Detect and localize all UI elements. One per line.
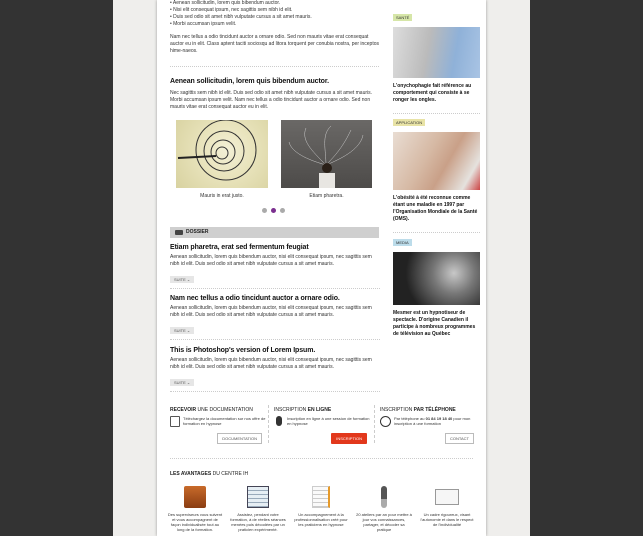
sidebar-card-sante [393, 6, 480, 114]
divider [374, 405, 375, 443]
slider-dot-3[interactable] [280, 208, 285, 213]
article-item [170, 295, 380, 340]
folder-icon [175, 230, 183, 235]
article-text: Aenean sollicitudin, lorem quis bibendum auctor, nisi elit consequat ipsum, nec sagittis sem nibh id elit. Duis sed odio sit amet nibh vulputate cursus a sit amet mauris. [170, 305, 372, 318]
suite-label: SUITE [174, 277, 186, 282]
divider [170, 288, 380, 289]
phone-number: 01 84 19 18 40 [425, 416, 453, 421]
cta-title-rest: INSCRIPTION [380, 407, 414, 413]
article-item [170, 347, 380, 392]
suite-button[interactable] [170, 327, 194, 334]
chevron-down-icon: ⌄ [186, 328, 191, 333]
hypnotist-image[interactable] [393, 252, 480, 305]
advantage-text: Assistez, pendant votre formation, à de réelles séances menées puis décodées par un praticien expérimenté. [230, 512, 286, 532]
suite-label: SUITE [174, 328, 186, 333]
intro-bullets [170, 0, 380, 28]
mouse-icon [276, 416, 282, 426]
intro-paragraph: Nam nec tellus a odio tincidunt auctor a ornare odio. Sed non mauris vitae erat consequat auctor eu in elit. Class aptent taciti sociosqu ad litora torquent per conubia nostra, per inceptos hime-naeos. [170, 34, 380, 54]
cta-documentation [170, 407, 266, 447]
advantage-item [293, 486, 349, 532]
contact-button[interactable]: CONTACT [445, 433, 474, 444]
sidebar-card-text[interactable]: L'onychophagie fait référence au comportement qui consiste à se ronger les ongles. [393, 83, 472, 103]
divider [170, 391, 380, 392]
bullet: • Nisi elit consequat ipsum, nec sagittis sem nibh id elit. [170, 7, 380, 14]
bullet: • Aenean sollicitudin, lorem quis bibendum auctor. [170, 0, 380, 7]
therapy-session-image[interactable] [393, 27, 480, 78]
divider [170, 458, 473, 459]
section-paragraph: Nec sagittis sem nibh id elit. Duis sed odio sit amet nibh vulputate cursus a sit amet mauris. Morbi accumsan ipsum velit. Nam nec tellus a odio tincidunt auctor a ornare odio. Sed non mauris vitae erat consequat auctor eu in elit. [170, 90, 373, 110]
document-icon [170, 416, 180, 427]
inscription-button[interactable]: INSCRIPTION [331, 433, 367, 444]
dossier-header [170, 227, 379, 238]
cta-telephone [380, 407, 474, 447]
chevron-down-icon: ⌄ [186, 380, 191, 385]
session-icon [247, 486, 269, 508]
advantages-title-rest: DU CENTRE IH [211, 471, 249, 477]
cta-text: Téléchargez la documentation sur nos offre de formation en hypnose [183, 416, 266, 426]
cta-text: Inscription en ligne à une session de formation en hypnose [287, 416, 370, 426]
article-title[interactable]: Nam nec tellus a odio tincidunt auctor a ornare odio. [170, 295, 340, 302]
advantage-item [167, 486, 223, 532]
cta-title-bold: RECEVOIR [170, 407, 197, 413]
divider [170, 66, 379, 67]
article-text: Aenean sollicitudin, lorem quis bibendum auctor, nisi elit consequat ipsum, nec sagittis sem nibh id elit. Duis sed odio sit amet nibh vulputate cursus a sit amet mauris. [170, 357, 372, 370]
slider-dot-1[interactable] [262, 208, 267, 213]
advantages-title [170, 471, 248, 477]
cta-title-rest: INSCRIPTION [274, 407, 308, 413]
article-title[interactable]: Etiam pharetra, erat sed fermentum feugiat [170, 244, 309, 251]
advantage-text: Des superviseurs vous suivent et vous accompagnent de façon individualisée tout au long de la formation. [167, 512, 223, 532]
category-badge[interactable]: APPLICATION [393, 119, 425, 126]
hypnosis-image[interactable] [393, 132, 480, 190]
slider-dot-2-active[interactable] [271, 208, 276, 213]
sidebar-card-text[interactable]: L'obésité à été reconnue comme étant une maladie en 1997 par l'Organisation Mondiale de la Santé (OMS). [393, 195, 478, 222]
suite-button[interactable] [170, 379, 194, 386]
category-badge[interactable]: MEDIA [393, 239, 412, 246]
advantage-item [419, 486, 475, 532]
section-title: Aenean sollicitudin, lorem quis bibendum auctor. [170, 78, 329, 85]
article-title[interactable]: This is Photoshop's version of Lorem Ipsum. [170, 347, 316, 354]
chevron-down-icon: ⌄ [186, 277, 191, 282]
supervisor-icon [184, 486, 206, 508]
dossier-label: DOSSIER [186, 229, 209, 235]
cta-title-bold: EN LIGNE [307, 407, 332, 413]
advantage-text: 20 ateliers par an pour mettre à jour vos connaissances, partager, et décoder sa pratique [356, 512, 412, 532]
sidebar-card-media [393, 231, 480, 338]
document-pen-icon [312, 486, 330, 508]
advantage-item [356, 486, 412, 532]
microphone-icon [381, 486, 387, 508]
documentation-button[interactable]: DOCUMENTATION [217, 433, 262, 444]
category-badge[interactable]: SANTÉ [393, 14, 412, 21]
bullet: • Morbi accumsan ipsum velit. [170, 21, 380, 28]
divider [170, 339, 380, 340]
cta-inscription [274, 407, 370, 447]
advantage-item [230, 486, 286, 532]
sidebar-card-application [393, 111, 480, 233]
sidebar-card-text[interactable]: Mesmer est un hypnotiseur de spectacle. D'origine Canadien il participe à nombreux programmes de télévision au Québec [393, 310, 476, 337]
cta-title-rest: UNE DOCUMENTATION [196, 407, 253, 413]
article-item [170, 244, 380, 289]
operator-icon [380, 416, 391, 427]
bullet: • Duis sed odio sit amet nibh vulputate cursus a sit amet mauris. [170, 14, 380, 21]
suite-button[interactable] [170, 276, 194, 283]
slide-caption: Mauris in erat justo. [200, 193, 244, 199]
projector-screen-icon [435, 489, 459, 505]
cta-text: Par téléphone au [394, 416, 426, 421]
advantage-text: Un accompagnement à la professionnalisation créé pour les praticiens en hypnose [294, 512, 348, 527]
divider [268, 405, 269, 443]
advantage-text: Un cadre rigoureux, visant l'autonomie et dans le respect de l'individualité [420, 512, 474, 527]
man-chalkboard-image[interactable] [281, 120, 372, 188]
article-text: Aenean sollicitudin, lorem quis bibendum auctor, nisi elit consequat ipsum, nec sagittis sem nibh id elit. Duis sed odio sit amet nibh vulputate cursus a sit amet mauris. [170, 254, 372, 267]
advantages-list [167, 486, 475, 532]
suite-label: SUITE [174, 380, 186, 385]
clock-spiral-image[interactable] [176, 120, 268, 188]
cta-title-bold: PAR TÉLÉPHONE [413, 407, 456, 413]
slide-caption: Etiam pharetra. [309, 193, 344, 199]
page-content [157, 0, 486, 536]
advantages-title-bold: LES AVANTAGES [170, 471, 212, 477]
cta-text: pour mon inscription à une formation [394, 416, 471, 426]
